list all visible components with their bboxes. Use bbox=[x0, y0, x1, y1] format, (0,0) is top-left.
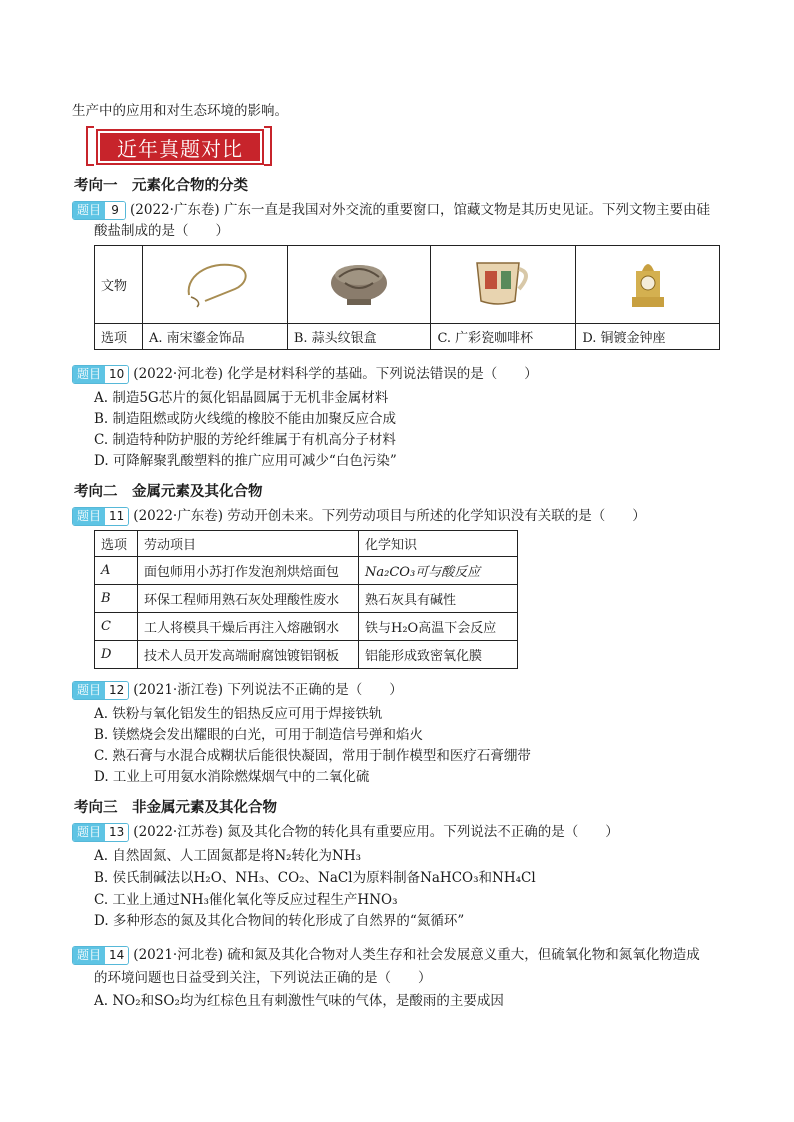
artifact-table bbox=[94, 245, 720, 350]
table-row-b-key: B bbox=[95, 585, 138, 613]
section-heading-3: 考向三 非金属元素及其化合物 bbox=[74, 800, 277, 816]
table-row-b-project: 环保工程师用熟石灰处理酸性废水 bbox=[138, 585, 359, 613]
artifact-image-a bbox=[142, 246, 287, 324]
question-badge: 题目 12 bbox=[72, 681, 129, 700]
question-13-text: (2022·江苏卷) 氮及其化合物的转化具有重要应用。下列说法不正确的是（ ） bbox=[133, 824, 619, 840]
question-badge: 题目 11 bbox=[72, 507, 129, 526]
q12-option-d: D. 工业上可用氨水消除燃煤烟气中的二氧化硫 bbox=[94, 769, 370, 785]
table-row-d-knowledge: 铝能形成致密氧化膜 bbox=[359, 641, 518, 669]
question-11-text: (2022·广东卷) 劳动开创未来。下列劳动项目与所述的化学知识没有关联的是（ ） bbox=[133, 508, 646, 524]
banner-right-cap bbox=[264, 126, 272, 166]
option-c: C. 广彩瓷咖啡杯 bbox=[431, 324, 576, 350]
question-14-text-cont: 的环境问题也日益受到关注，下列说法正确的是（ ） bbox=[94, 970, 432, 986]
question-12-text: (2021·浙江卷) 下列说法不正确的是（ ） bbox=[133, 682, 403, 698]
q13-option-b: B. 侯氏制碱法以H₂O、NH₃、CO₂、NaCl为原料制备NaHCO₃和NH₄Cl bbox=[94, 870, 536, 886]
question-badge: 题目 13 bbox=[72, 823, 129, 842]
col-header-knowledge: 化学知识 bbox=[359, 531, 518, 557]
question-10 bbox=[72, 364, 538, 384]
table-row-d-key: D bbox=[95, 641, 138, 669]
artifact-image-b bbox=[287, 246, 431, 324]
question-13 bbox=[72, 822, 619, 842]
col-header-option: 选项 bbox=[95, 531, 138, 557]
table-row-c-project: 工人将模具干燥后再注入熔融钢水 bbox=[138, 613, 359, 641]
option-a: A. 南宋鎏金饰品 bbox=[142, 324, 287, 350]
table-row-c-key: C bbox=[95, 613, 138, 641]
artifact-image-c bbox=[431, 246, 576, 324]
q12-option-b: B. 镁燃烧会发出耀眼的白光，可用于制造信号弹和焰火 bbox=[94, 727, 424, 743]
q13-option-c: C. 工业上通过NH₃催化氧化等反应过程生产HNO₃ bbox=[94, 892, 398, 908]
artifact-row-head: 文物 bbox=[95, 246, 143, 324]
q10-option-d: D. 可降解聚乳酸塑料的推广应用可减少“白色污染” bbox=[94, 453, 397, 469]
silver-box-icon bbox=[319, 253, 399, 313]
artifact-image-d bbox=[576, 246, 720, 324]
table-row-d-project: 技术人员开发高端耐腐蚀镀铝钢板 bbox=[138, 641, 359, 669]
table-row-c-knowledge: 铁与H₂O高温下会反应 bbox=[359, 613, 518, 641]
gilded-clock-icon bbox=[608, 253, 688, 313]
question-11 bbox=[72, 506, 646, 526]
question-9-text: (2022·广东卷) 广东一直是我国对外交流的重要窗口，馆藏文物是其历史见证。下列文物主要由硅 bbox=[130, 202, 710, 218]
section-banner bbox=[86, 126, 272, 166]
q13-option-a: A. 自然固氮、人工固氮都是将N₂转化为NH₃ bbox=[94, 848, 362, 864]
option-row-head: 选项 bbox=[95, 324, 143, 350]
question-9-text-cont: 酸盐制成的是（ ） bbox=[94, 223, 229, 239]
section-heading-2: 考向二 金属元素及其化合物 bbox=[74, 484, 263, 500]
table-row-b-knowledge: 熟石灰具有碱性 bbox=[359, 585, 518, 613]
option-d: D. 铜镀金钟座 bbox=[576, 324, 720, 350]
q10-option-a: A. 制造5G芯片的氮化铝晶圆属于无机非金属材料 bbox=[94, 390, 389, 406]
question-badge: 题目 10 bbox=[72, 365, 129, 384]
q13-option-d: D. 多种形态的氮及其化合物间的转化形成了自然界的“氮循环” bbox=[94, 913, 465, 929]
q14-option-a: A. NO₂和SO₂均为红棕色且有刺激性气味的气体，是酸雨的主要成因 bbox=[94, 993, 504, 1009]
question-9 bbox=[72, 200, 710, 220]
labor-table bbox=[94, 530, 518, 669]
option-b: B. 蒜头纹银盒 bbox=[287, 324, 431, 350]
question-badge: 题目 14 bbox=[72, 946, 129, 965]
banner-left-cap bbox=[86, 126, 94, 166]
banner-title: 近年真题对比 bbox=[96, 129, 264, 165]
question-14-text: (2021·河北卷) 硫和氮及其化合物对人类生存和社会发展意义重大，但硫氧化物和氮氧化物造成 bbox=[133, 947, 700, 963]
section-heading-1: 考向一 元素化合物的分类 bbox=[74, 178, 248, 194]
q12-option-a: A. 铁粉与氧化铝发生的铝热反应可用于焊接铁轨 bbox=[94, 706, 383, 722]
intro-line: 生产中的应用和对生态环境的影响。 bbox=[72, 103, 288, 119]
q10-option-b: B. 制造阻燃或防火线缆的橡胶不能由加聚反应合成 bbox=[94, 411, 397, 427]
question-14 bbox=[72, 945, 700, 965]
q12-option-c: C. 熟石膏与水混合成糊状后能很快凝固，常用于制作模型和医疗石膏绷带 bbox=[94, 748, 531, 764]
gold-chain-icon bbox=[175, 253, 255, 313]
table-row-a-key: A bbox=[95, 557, 138, 585]
porcelain-cup-icon bbox=[463, 253, 543, 313]
question-badge: 题目 9 bbox=[72, 201, 126, 220]
table-row-a-knowledge: Na₂CO₃可与酸反应 bbox=[359, 557, 518, 585]
q10-option-c: C. 制造特种防护服的芳纶纤维属于有机高分子材料 bbox=[94, 432, 396, 448]
col-header-project: 劳动项目 bbox=[138, 531, 359, 557]
question-12 bbox=[72, 680, 403, 700]
question-10-text: (2022·河北卷) 化学是材料科学的基础。下列说法错误的是（ ） bbox=[133, 366, 538, 382]
table-row-a-project: 面包师用小苏打作发泡剂烘焙面包 bbox=[138, 557, 359, 585]
